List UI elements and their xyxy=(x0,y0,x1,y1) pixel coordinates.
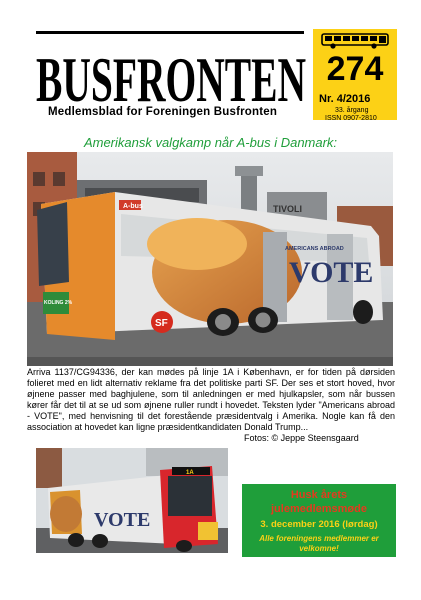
photo2-route-display: 1A xyxy=(186,470,194,476)
photo-party-logo: SF xyxy=(155,318,168,329)
masthead-logo xyxy=(36,43,308,113)
notice-line-2: julemedlemsmøde xyxy=(271,503,367,515)
bus-icon xyxy=(316,32,394,50)
issn-label: ISSN 0907-2810 xyxy=(325,115,377,122)
second-bus-photo xyxy=(36,448,228,553)
notice-welcome: Alle foreningens medlemmer er velkomne! xyxy=(259,534,379,553)
masthead-subtitle: Medlemsblad for Foreningen Busfronten xyxy=(48,106,278,118)
photo-building-sign: TIVOLI xyxy=(273,204,302,214)
notice-date: 3. december 2016 (lørdag) xyxy=(260,519,378,530)
masthead xyxy=(36,27,308,125)
photo2-ad-big: VOTE xyxy=(94,509,151,531)
masthead-title: BUSFRONTEN xyxy=(36,44,306,113)
issue-box xyxy=(313,29,397,120)
issue-label: Nr. 4/2016 xyxy=(319,93,371,105)
article-headline: Amerikansk valgkamp når A-bus i Danmark: xyxy=(83,135,338,150)
year-label: 33. årgang xyxy=(335,107,369,114)
photo-ad-small: AMERICANS ABROAD xyxy=(285,246,344,252)
photo-credit: Fotos: © Jeppe Steensgaard xyxy=(244,433,359,443)
main-bus-photo xyxy=(27,152,393,366)
meeting-notice xyxy=(242,484,396,557)
masthead-rule xyxy=(36,31,304,34)
photo-ad-big: VOTE xyxy=(289,256,374,289)
article-caption: Arriva 1137/CG94336, der kan mødes på linje 1A i København, er for tiden på dørsiden folieret med en lidt alternativ reklame fra det politiske parti SF. Der ses et stort hoved, hvor øjnene passer med baghjulene, som til anledningen er med hjulkapsler, som når bussen kører får det til at se ud som øjnene ruller rundt i hovedet. Teksten lyder "Americans abroad - VOTE", med henvisning til det forestående præsidentvalg i Amerika. Nogle kan få den association at hovedet kan ligne præsidentkandidaten Donald Trump... xyxy=(27,367,395,432)
svg-text:KOLING 2%: KOLING 2% xyxy=(44,300,73,306)
issue-number: 274 xyxy=(326,50,384,88)
notice-line-1: Husk årets xyxy=(290,489,348,501)
photo-bus-top: A-bus xyxy=(123,203,143,210)
